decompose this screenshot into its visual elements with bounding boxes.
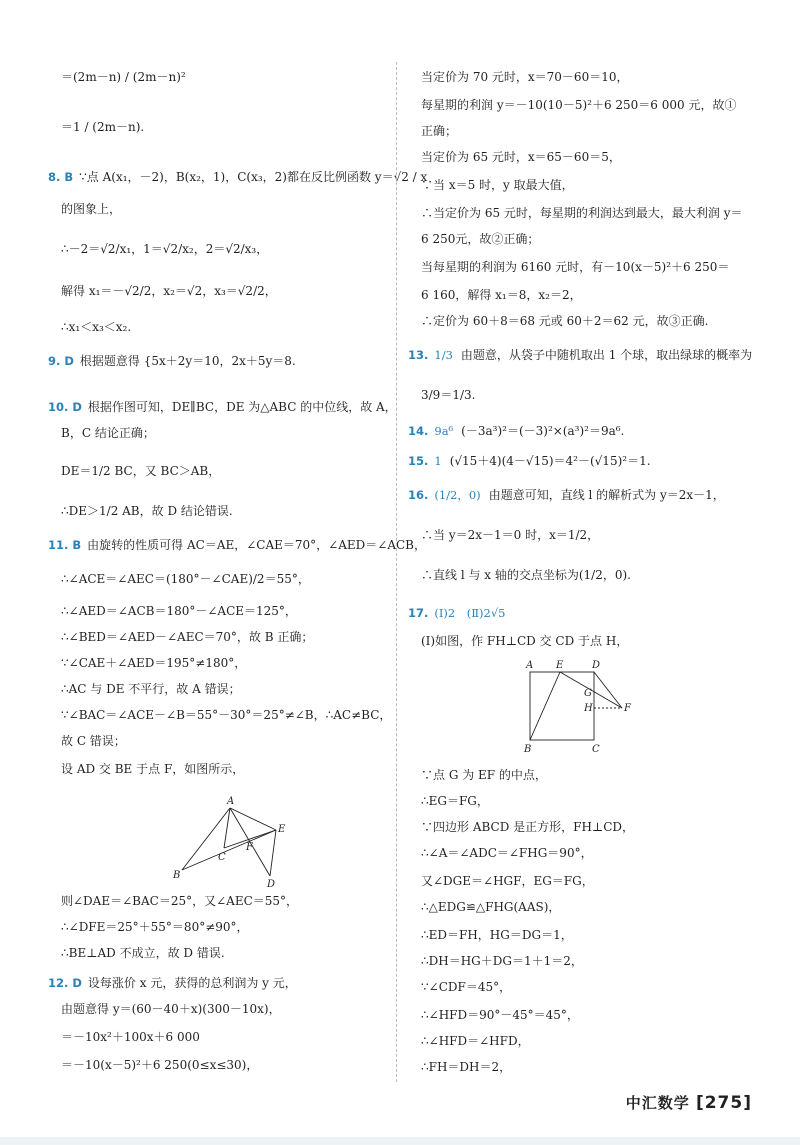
right-column-line [421,844,593,862]
left-column-line [61,462,220,480]
figure-triangle-rotation [168,790,298,890]
solution-text: (Ⅰ)如图，作 FH⊥CD 交 CD 于点 H， [421,634,629,648]
page-number: 275 [704,1093,744,1113]
right-column-line [421,526,599,544]
left-column-line [61,760,244,778]
left-column-line [61,680,241,698]
solution-text: DE＝1/2 BC，又 BC＞AB， [61,464,221,478]
question-number: 10. D [48,400,82,414]
left-column-line [61,654,246,672]
left-column-line [61,918,249,936]
right-column-line [421,1006,579,1024]
question-number: 15. [408,454,429,468]
solution-text: ∴△EDG≌△FHG(AAS)， [421,900,561,914]
right-column-line [408,452,651,470]
solution-text: ＝1 / (2m－n). [61,120,145,134]
left-column-line [61,732,126,750]
solution-text: 由旋转的性质可得 AC＝AE，∠CAE＝70°，∠AED＝∠ACB， [87,538,426,552]
question-number: 11. B [48,538,82,552]
right-column-line [408,346,752,364]
answer-value: 9a⁶ [434,424,454,438]
right-column-line [421,312,708,330]
solution-text: 6 250元，故②正确； [421,232,540,246]
solution-text: 解得 x₁＝－√2/2，x₂＝√2，x₃＝√2/2， [61,284,277,298]
solution-text: ∴∠BED＝∠AED－∠AEC＝70°，故 B 正确； [61,630,314,644]
left-column-line [61,282,277,300]
solution-text: ∵点 A(x₁，－2)，B(x₂，1)，C(x₃，2)都在反比例函数 y＝√2 / x [79,170,428,184]
question-number: 16. [408,488,429,502]
column-divider [396,62,397,1082]
right-column-line [421,68,628,86]
left-column-line [61,1056,258,1074]
solution-text: ∴EG＝FG， [421,794,489,808]
right-column-line [408,422,624,440]
solution-text: 由题意可知，直线 l 的解析式为 y＝2x－1， [488,488,725,502]
solution-text: ∴直线 l 与 x 轴的交点坐标为(1/2，0). [421,568,631,582]
solution-text: 正确； [421,124,458,138]
fig2-label-A: A [526,660,534,671]
left-column-line [61,892,298,910]
fig1-label-E: E [278,824,286,835]
left-column-line [61,200,121,218]
figure-square [518,658,648,758]
left-column-line [48,974,297,992]
left-column-line [61,1000,281,1018]
solution-text: 每星期的利润 y＝－10(10－5)²＋6 250＝6 000 元，故① [421,98,737,112]
solution-text: ∴AC 与 DE 不平行，故 A 错误； [61,682,241,696]
solution-text: ∴∠ACE＝∠AEC＝(180°－∠CAE)/2＝55°， [61,572,310,586]
right-column-line [421,818,634,836]
right-column-line [421,632,628,650]
left-column-line [48,536,426,554]
right-column-line [421,122,457,140]
question-number: 12. D [48,976,82,990]
solution-text: ∴x₁＜x₃＜x₂. [61,320,132,334]
fig2-label-F: F [624,703,631,714]
right-column-line [408,604,513,622]
right-column-line [421,386,475,404]
solution-text: ∵当 x＝5 时，y 取最大值， [421,178,574,192]
solution-text: ∵∠BAC＝∠ACE－∠B＝55°－30°＝25°≠∠B，∴AC≠BC， [61,708,392,722]
fig1-label-D: D [267,879,276,890]
right-column-line [421,230,539,248]
bottom-strip [0,1137,800,1145]
solution-text: ＝－10(x－5)²＋6 250(0≤x≤30)， [61,1058,259,1072]
left-column-line [61,706,391,724]
left-column-line [61,68,186,86]
fig2-label-G: G [584,688,592,699]
left-column-line [61,570,310,588]
solution-text: 则∠DAE＝∠BAC＝25°，又∠AEC＝55°， [61,894,299,908]
left-column-line [61,602,297,620]
solution-text: 当定价为 65 元时，x＝65－60＝5， [421,150,621,164]
solution-text: 故 C 错误； [61,734,126,748]
right-column-line [421,952,583,970]
right-column-line [421,258,729,276]
solution-text: ∵四边形 ABCD 是正方形，FH⊥CD， [421,820,635,834]
fig1-label-A: A [227,796,235,807]
footer-brand: 中汇数学 [625,1094,690,1112]
answer-value: 1 [434,454,442,468]
left-column-line [61,1028,200,1046]
right-column-line [421,926,573,944]
solution-text: ∴定价为 60＋8＝68 元或 60＋2＝62 元，故③正确. [421,314,709,328]
solution-text: ∴DE＞1/2 AB，故 D 结论错误. [61,504,233,518]
question-number: 17. [408,606,429,620]
fig2-label-B: B [524,744,532,755]
right-column-line [421,148,621,166]
left-column-line [48,352,296,370]
solution-text: ∴∠HFD＝∠HFD， [421,1034,530,1048]
solution-text: 设 AD 交 BE 于点 F，如图所示， [61,762,245,776]
left-column-line [48,168,427,186]
solution-text: B，C 结论正确； [61,426,155,440]
solution-text: 由题意，从袋子中随机取出 1 个球，取出绿球的概率为 [460,348,753,362]
right-column-line [421,978,511,996]
solution-text: (－3a³)²＝(－3)²×(a³)²＝9a⁶. [461,424,625,438]
right-column-line [421,176,574,194]
solution-text: ∴DH＝HG＋DG＝1＋1＝2， [421,954,583,968]
solution-text: 根据题意得 {5x＋2y＝10，2x＋5y＝8. [79,354,296,368]
right-column-line [421,1058,511,1076]
solution-text: 根据作图可知，DE∥BC，DE 为△ABC 的中位线，故 A， [87,400,397,414]
page-footer: 中汇数学 [275] [625,1093,752,1113]
solution-text: ＝(2m－n) / (2m－n)² [61,70,186,84]
fig2-label-H: H [584,703,593,714]
solution-text: 当定价为 70 元时，x＝70－60＝10， [421,70,629,84]
answer-value: (1/2，0) [434,488,481,502]
answer-value: 1/3 [434,348,453,362]
solution-text: 又∠DGE＝∠HGF，EG＝FG， [421,874,594,888]
solution-text: ∵∠CAE＋∠AED＝195°≠180°， [61,656,247,670]
solution-text: 的图象上， [61,202,122,216]
left-column-line [48,398,397,416]
left-column-line [61,944,225,962]
solution-text: ∴ED＝FH，HG＝DG＝1， [421,928,573,942]
answer-value: (Ⅰ)2 (Ⅱ)2√5 [434,606,506,620]
left-column-line [61,424,155,442]
fig2-label-D: D [592,660,601,671]
fig1-label-F: F [246,842,253,853]
solution-text: 3/9＝1/3. [421,388,476,402]
question-number: 9. D [48,354,74,368]
solution-text: 当每星期的利润为 6160 元时，有－10(x－5)²＋6 250＝ [421,260,730,274]
fig2-label-E: E [556,660,564,671]
right-column-line [421,872,594,890]
solution-text: 由题意得 y＝(60－40＋x)(300－10x)， [61,1002,281,1016]
right-column-line [421,1032,530,1050]
right-column-line [421,766,547,784]
solution-text: ∴BE⊥AD 不成立，故 D 错误. [61,946,225,960]
question-number: 14. [408,424,429,438]
fig1-label-C: C [218,852,226,863]
solution-text: ∴∠A＝∠ADC＝∠FHG＝90°， [421,846,593,860]
solution-text: 设每涨价 x 元，获得的总利润为 y 元， [87,976,297,990]
solution-text: ∴－2＝√2/x₁，1＝√2/x₂，2＝√2/x₃， [61,242,269,256]
solution-text: ∴当 y＝2x－1＝0 时，x＝1/2， [421,528,600,542]
solution-text: 6 160，解得 x₁＝8，x₂＝2， [421,288,582,302]
solution-text: ∵∠CDF＝45°， [421,980,512,994]
fig2-label-C: C [592,744,600,755]
solution-text: ∴当定价为 65 元时，每星期的利润达到最大，最大利润 y＝ [421,206,743,220]
left-column-line [61,502,233,520]
left-column-line [61,240,268,258]
right-column-line [421,96,736,114]
left-column-line [61,628,313,646]
right-column-line [421,566,631,584]
solution-text: ∴∠AED＝∠ACB＝180°－∠ACE＝125°， [61,604,297,618]
left-column-line [61,118,144,136]
solution-text: ＝－10x²＋100x＋6 000 [61,1030,200,1044]
left-column-line [61,318,131,336]
solution-text: ∵点 G 为 EF 的中点， [421,768,547,782]
question-number: 13. [408,348,429,362]
right-column-line [408,486,725,504]
solution-text: (√15＋4)(4－√15)＝4²－(√15)²＝1. [449,454,651,468]
question-number: 8. B [48,170,74,184]
right-column-line [421,286,582,304]
solution-text: ∴∠DFE＝25°＋55°＝80°≠90°， [61,920,249,934]
solution-text: ∴FH＝DH＝2， [421,1060,512,1074]
solution-text: ∴∠HFD＝90°－45°＝45°， [421,1008,579,1022]
right-column-line [421,792,489,810]
fig1-label-B: B [173,870,181,881]
right-column-line [421,204,743,222]
right-column-line [421,898,560,916]
